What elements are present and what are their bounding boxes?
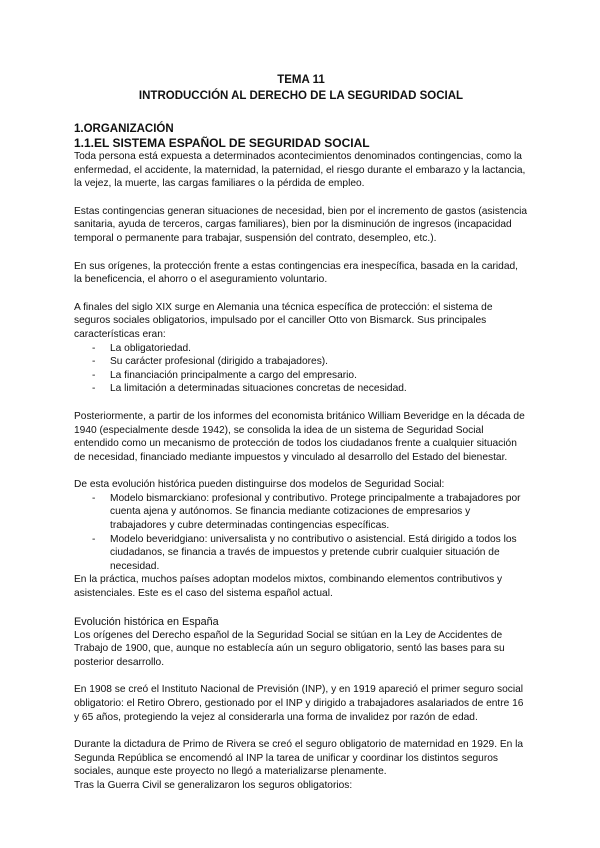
- paragraph: En la práctica, muchos países adoptan modelos mixtos, combinando elementos contributivos y asistenciales. Este es el caso del sistema español actual.: [74, 574, 503, 600]
- paragraph: Estas contingencias generan situaciones de necesidad, bien por el incremento de gastos (asistencia sanitaria, ayuda de terceros, cargas familiares), bien por la disminución de ingresos (incapacidad temporal o permanente para trabajar, suspensión del contrato, desempleo, etc.).: [74, 205, 528, 244]
- paragraph: Tras la Guerra Civil se generalizaron los seguros obligatorios:: [74, 779, 353, 791]
- list-item: - Modelo beveridgiano: universalista y no contributivo o asistencial. Está dirigido a todos los ciudadanos, se financia a través de impuestos y pretende cubrir cualquier situación de necesidad.: [92, 533, 517, 572]
- subsection-title-evolution: Evolución histórica en España: [74, 615, 219, 628]
- list-item: - Modelo bismarckiano: profesional y contributivo. Protege principalmente a trabajadores por cuenta ajena y autónomos. Se financia mediante cotizaciones de empresarios y trabajadores y cubre determinadas contingencias específicas.: [92, 492, 521, 532]
- list-marker: -: [92, 492, 96, 504]
- list-marker: -: [92, 342, 96, 354]
- list-item: - Su carácter profesional (dirigido a trabajadores).: [92, 356, 329, 368]
- paragraph: Los orígenes del Derecho español de la Seguridad Social se sitúan en la Ley de Accidentes de Trabajo de 1900, que, aunque no establecía aún un seguro obligatorio, sentó las bases para su posterior desarrollo.: [74, 629, 505, 668]
- list-item: - La obligatoriedad.: [92, 342, 191, 354]
- paragraph: Toda persona está expuesta a determinados acontecimientos denominados contingencias, como la enfermedad, el accidente, la maternidad, la paternidad, el riesgo durante el embarazo y la lactancia, la vejez, la muerte, las cargas familiares o la pérdida de empleo.: [74, 151, 526, 190]
- paragraph: En sus orígenes, la protección frente a estas contingencias era inespecífica, basada en la caridad, la beneficencia, el ahorro o el aseguramiento voluntario.: [74, 260, 518, 286]
- subsection-heading: 1.1.EL SISTEMA ESPAÑOL DE SEGURIDAD SOCIAL: [74, 136, 370, 150]
- paragraph: En 1908 se creó el Instituto Nacional de Previsión (INP), y en 1919 apareció el primer seguro social obligatorio: el Retiro Obrero, gestionado por el INP y dirigido a trabajadores asalariados de entre 16 y 65 años, protegiendo la vejez al considerarla una forma de invalidez por razón de edad.: [74, 684, 524, 723]
- paragraph: Posteriormente, a partir de los informes del economista británico William Beveridge en la década de 1940 (especialmente desde 1942), se consolida la idea de un sistema de Seguridad Social entendido como un mecanismo de protección de todos los ciudadanos frente a cualquier situación de necesidad, financiado mediante impuestos y vinculado al desarrollo del Estado del bienestar.: [74, 410, 525, 463]
- paragraph: A finales del siglo XIX surge en Alemania una técnica específica de protección: el sistema de seguros sociales obligatorios, impulsado por el canciller Otto von Bismarck. Sus principales características eran:: [74, 301, 493, 340]
- document-title: [74, 72, 528, 104]
- list-item: - La limitación a determinadas situaciones concretas de necesidad.: [92, 383, 407, 395]
- paragraph: De esta evolución histórica pueden distinguirse dos modelos de Seguridad Social:: [74, 479, 445, 491]
- list-item: - La financiación principalmente a cargo del empresario.: [92, 369, 357, 381]
- list-marker: -: [92, 369, 96, 381]
- title-line-2: INTRODUCCIÓN AL DERECHO DE LA SEGURIDAD SOCIAL: [138, 90, 464, 102]
- bismarck-characteristics-list: [74, 342, 528, 396]
- paragraph: Durante la dictadura de Primo de Rivera se creó el seguro obligatorio de maternidad en 1929. En la Segunda República se encomendó al INP la tarea de unificar y coordinar los distintos seguros sociales, aunque este proyecto no llegó a materializarse plenamente.: [74, 739, 524, 778]
- social-security-models-list: [74, 492, 528, 574]
- section-heading: 1.ORGANIZACIÓN: [74, 123, 174, 135]
- title-line-1: TEMA 11: [277, 74, 325, 86]
- list-marker: -: [92, 356, 96, 368]
- list-marker: -: [92, 533, 96, 545]
- list-marker: -: [92, 383, 96, 395]
